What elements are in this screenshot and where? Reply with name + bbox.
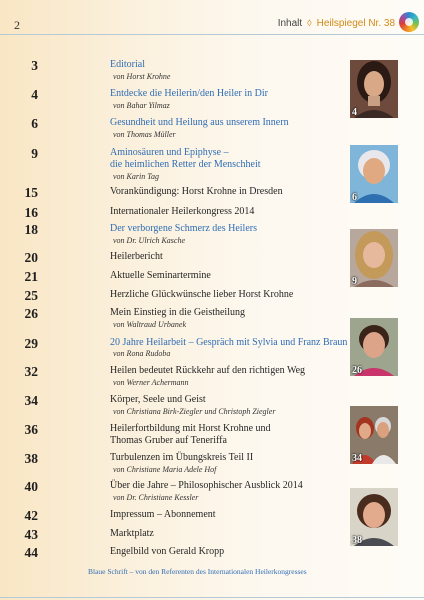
page-number: 2 [14, 18, 20, 32]
section-label: Inhalt [277, 18, 303, 29]
author-photo [350, 145, 398, 203]
entry-title[interactable]: Aminosäuren und Epiphyse – [110, 147, 229, 158]
entry-title[interactable]: Heilerfortbildung mit Horst Krohne und [110, 423, 271, 434]
entry-page: 6 [31, 116, 38, 131]
entry-page: 21 [24, 269, 38, 284]
entry-title[interactable]: Editorial [110, 59, 145, 70]
author-photo [350, 488, 398, 546]
entry-author: von Christiane Maria Adele Hof [113, 465, 217, 474]
entry-title[interactable]: Impressum – Abonnement [110, 509, 216, 520]
magazine-issue: Heilspiegel Nr. 38 [316, 18, 395, 29]
entry-page: 36 [24, 422, 38, 437]
author-photo [350, 406, 398, 464]
entry-author: von Werner Achermann [113, 378, 189, 387]
entry-author: von Karin Tag [113, 172, 159, 181]
entry-title[interactable]: Über die Jahre – Philosophischer Ausblick 2014 [110, 480, 303, 491]
entry-page: 20 [24, 250, 38, 265]
entry-page: 25 [24, 288, 38, 303]
author-photo [350, 318, 398, 376]
entry-title-line2[interactable]: Thomas Gruber auf Teneriffa [110, 435, 227, 446]
entry-author: von Dr. Christiane Kessler [113, 493, 199, 502]
entry-author: von Bahar Yilmaz [113, 101, 170, 110]
footer-note: Blaue Schrift – von den Referenten des Internationalen Heilerkongresses [88, 567, 307, 576]
entry-page: 15 [24, 185, 38, 200]
photo-page-label: 38 [352, 535, 362, 546]
entry-title[interactable]: Turbulenzen im Übungskreis Teil II [110, 452, 254, 463]
entry-title[interactable]: Heilerbericht [110, 251, 163, 262]
entry-title[interactable]: Vorankündigung: Horst Krohne in Dresden [110, 186, 283, 197]
entry-title[interactable]: Internationaler Heilerkongress 2014 [110, 206, 255, 217]
entry-title[interactable]: Herzliche Glückwünsche lieber Horst Krohne [110, 289, 294, 300]
photo-page-label: 4 [352, 107, 357, 118]
photo-page-label: 26 [352, 365, 362, 376]
entry-title[interactable]: Heilen bedeutet Rückkehr auf den richtigen Weg [110, 365, 306, 376]
entry-page: 29 [24, 336, 38, 351]
footer-divider [0, 597, 424, 598]
entry-title[interactable]: Aktuelle Seminartermine [110, 270, 211, 281]
entry-title[interactable]: Körper, Seele und Geist [110, 394, 206, 405]
entry-page: 34 [24, 393, 38, 408]
entry-author: von Dr. Ulrich Kasche [113, 236, 185, 245]
entry-page: 3 [31, 58, 38, 73]
entry-page: 16 [24, 205, 38, 220]
entry-page: 38 [24, 451, 38, 466]
entry-page: 26 [24, 306, 38, 321]
author-photo [350, 229, 398, 287]
entry-title[interactable]: 20 Jahre Heilarbeit – Gespräch mit Sylvia und Franz Braun [110, 337, 348, 348]
photo-page-label: 34 [352, 453, 362, 464]
entry-page: 32 [24, 364, 38, 379]
entry-title[interactable]: Marktplatz [110, 528, 154, 539]
photo-page-label: 6 [352, 192, 357, 203]
entry-title[interactable]: Der verborgene Schmerz des Heilers [110, 223, 257, 234]
entry-title[interactable]: Mein Einstieg in die Geistheilung [110, 307, 245, 318]
entry-title[interactable]: Entdecke die Heilerin/den Heiler in Dir [110, 88, 268, 99]
entry-author: von Rona Rudoba [113, 349, 171, 358]
entry-author: von Christiana Birk-Ziegler und Christoph Ziegler [113, 407, 276, 416]
author-photo [350, 60, 398, 118]
entry-page: 4 [31, 87, 38, 102]
entry-page: 18 [24, 222, 38, 237]
entry-page: 9 [31, 146, 38, 161]
entry-author: von Waltraud Urbanek [113, 320, 187, 329]
entry-title[interactable]: Gesundheit und Heilung aus unserem Innern [110, 117, 289, 128]
entry-author: von Horst Krohne [113, 72, 171, 81]
entry-page: 42 [24, 508, 38, 523]
entry-author: von Thomas Müller [113, 130, 176, 139]
diamond-icon: ◊ [307, 18, 312, 28]
entry-page: 40 [24, 479, 38, 494]
photo-page-label: 9 [352, 276, 357, 287]
entry-page: 44 [24, 545, 38, 560]
entry-title[interactable]: Engelbild von Gerald Kropp [110, 546, 225, 557]
entry-title-line2[interactable]: die heimlichen Retter der Menschheit [110, 159, 261, 170]
entry-page: 43 [24, 527, 38, 542]
